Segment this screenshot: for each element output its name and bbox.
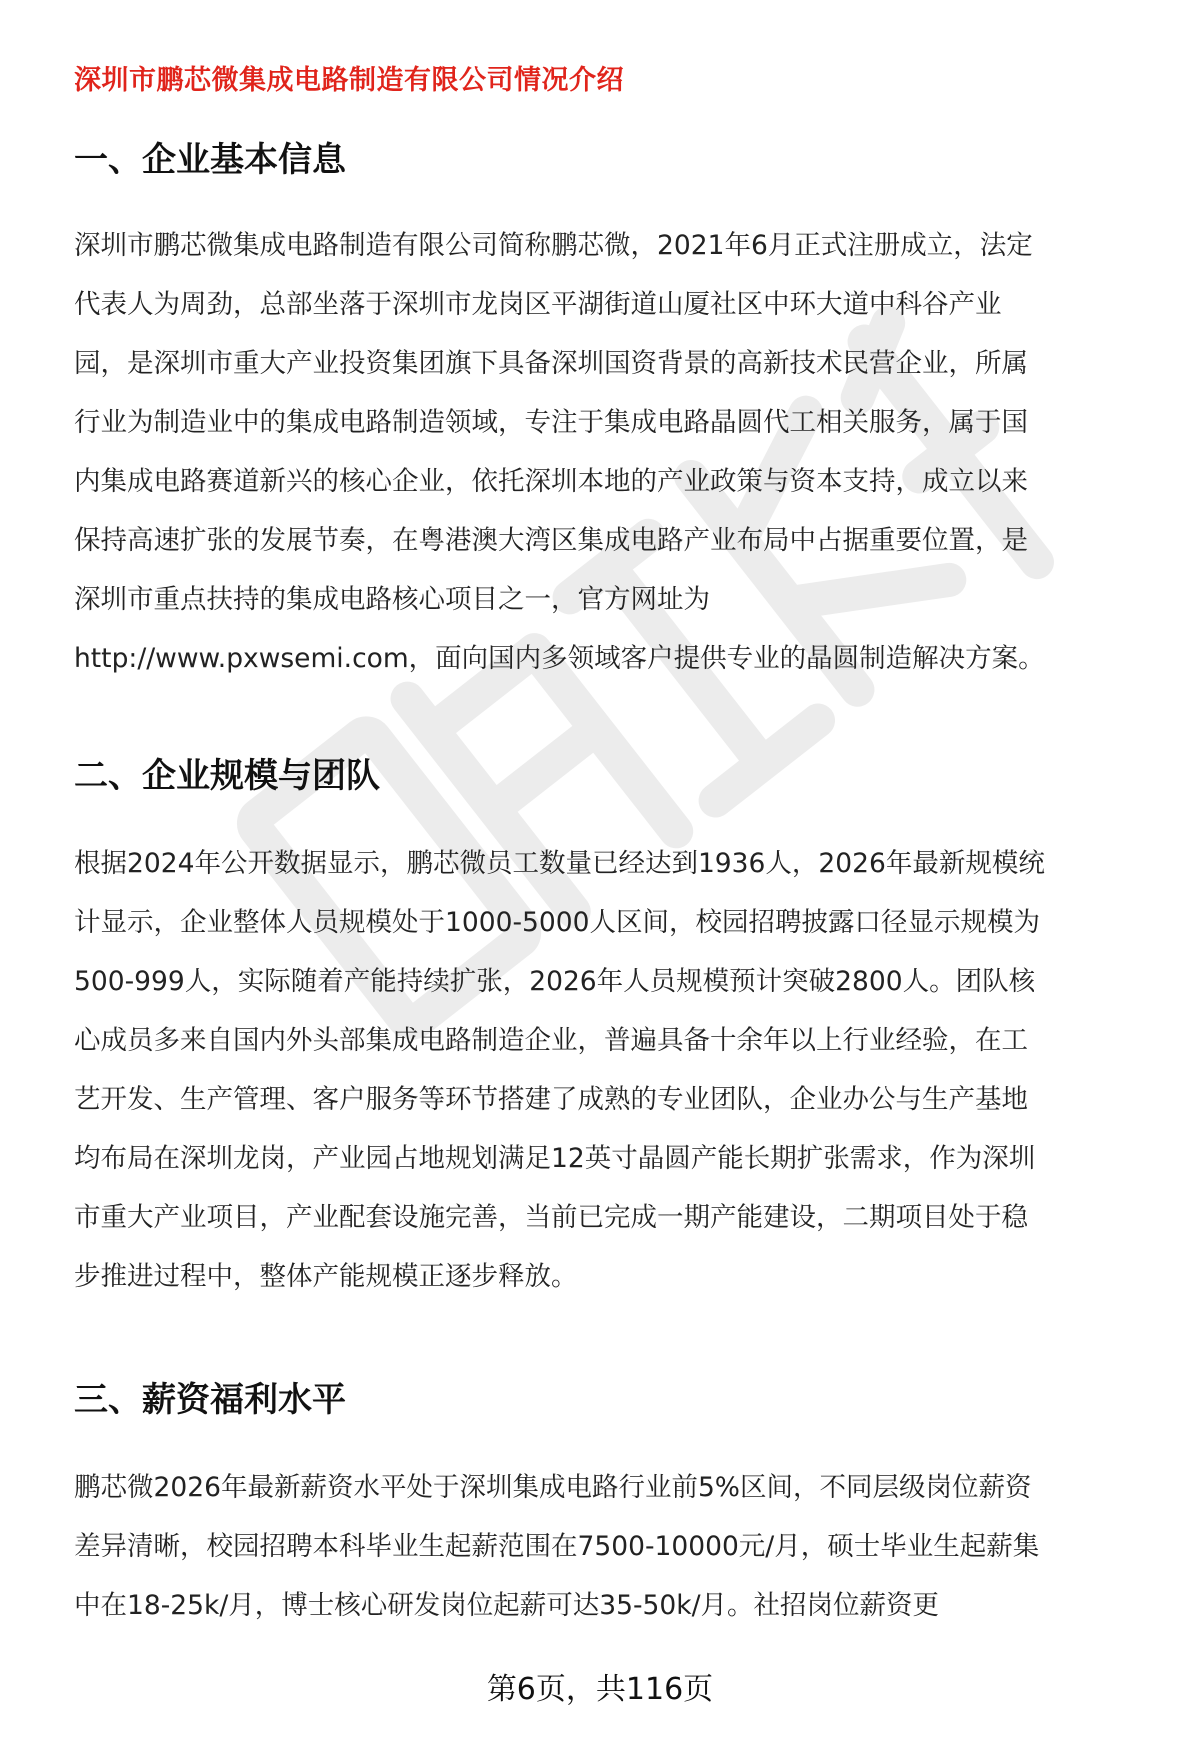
paragraph-line: 步推进过程中，整体产能规模正逐步释放。 [74,1261,578,1292]
section-paragraph-basic-info [74,216,1154,688]
paragraph-line: 保持高速扩张的发展节奏，在粤港澳大湾区集成电路产业布局中占据重要位置，是 [74,525,1028,556]
paragraph-line: 500-999人，实际随着产能持续扩张，2026年人员规模预计突破2800人。团队核 [74,966,1036,997]
paragraph-line: 计显示，企业整体人员规模处于1000-5000人区间，校园招聘披露口径显示规模为 [74,907,1040,938]
paragraph-line: 艺开发、生产管理、客户服务等环节搭建了成熟的专业团队，企业办公与生产基地 [74,1084,1028,1115]
section-paragraph-salary-benefits [74,1458,1154,1635]
paragraph-line: 心成员多来自国内外头部集成电路制造企业，普遍具备十余年以上行业经验，在工 [74,1025,1028,1056]
section-heading-scale-team: 二、企业规模与团队 [74,756,380,796]
paragraph-line: 深圳市鹏芯微集成电路制造有限公司简称鹏芯微，2021年6月正式注册成立，法定 [74,230,1033,261]
section-heading-basic-info: 一、企业基本信息 [74,140,346,180]
paragraph-line: 园，是深圳市重大产业投资集团旗下具备深圳国资背景的高新技术民营企业，所属 [74,348,1028,379]
paragraph-line: 深圳市重点扶持的集成电路核心项目之一，官方网址为 [74,584,710,615]
paragraph-line: 代表人为周劲，总部坐落于深圳市龙岗区平湖街道山厦社区中环大道中科谷产业 [74,289,1002,320]
paragraph-line: 内集成电路赛道新兴的核心企业，依托深圳本地的产业政策与资本支持，成立以来 [74,466,1028,497]
section-paragraph-scale-team [74,834,1154,1306]
paragraph-line: http://www.pxwsemi.com，面向国内多领域客户提供专业的晶圆制造解决方案。 [74,643,1045,674]
paragraph-line: 市重大产业项目，产业配套设施完善，当前已完成一期产能建设，二期项目处于稳 [74,1202,1028,1233]
paragraph-line: 鹏芯微2026年最新薪资水平处于深圳集成电路行业前5%区间，不同层级岗位薪资 [74,1472,1032,1503]
section-heading-salary-benefits: 三、薪资福利水平 [74,1380,346,1420]
document-title: 深圳市鹏芯微集成电路制造有限公司情况介绍 [74,65,624,96]
paragraph-line: 中在18-25k/月，博士核心研发岗位起薪可达35-50k/月。社招岗位薪资更 [74,1590,940,1621]
paragraph-line: 行业为制造业中的集成电路制造领域，专注于集成电路晶圆代工相关服务，属于国 [74,407,1028,438]
paragraph-line: 根据2024年公开数据显示，鹏芯微员工数量已经达到1936人，2026年最新规模统 [74,848,1045,879]
page-indicator: 第6页，共116页 [486,1672,714,1707]
paragraph-line: 差异清晰，校园招聘本科毕业生起薪范围在7500-10000元/月，硕士毕业生起薪集 [74,1531,1040,1562]
paragraph-line: 均布局在深圳龙岗，产业园占地规划满足12英寸晶圆产能长期扩张需求，作为深圳 [74,1143,1036,1174]
